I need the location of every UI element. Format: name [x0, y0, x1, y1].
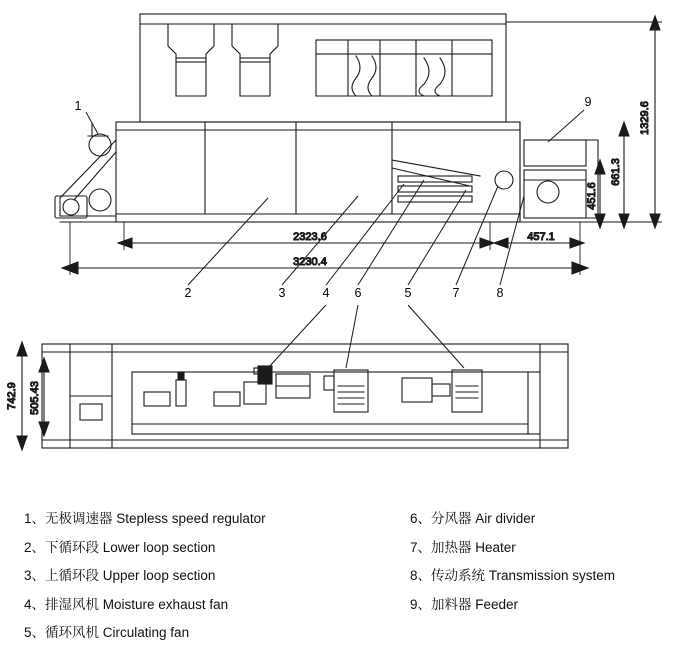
dim-overall-height-label: 1329.6 [639, 101, 651, 135]
top-housing-outline [140, 14, 506, 122]
legend-item-7-number: 7、 [410, 539, 432, 555]
legend-item-9-en: Feeder [475, 596, 519, 612]
plan-component-a [144, 392, 170, 406]
callout-label-4: 4 [322, 286, 330, 300]
feeder-roller [537, 181, 559, 203]
left-taper-outline [60, 140, 116, 216]
legend-item-9-zh: 加料器 [431, 596, 472, 612]
plan-component-d [244, 382, 266, 404]
dim-742-label: 742.9 [6, 382, 18, 410]
leader-2 [188, 198, 268, 285]
duct-flow-curve-4 [435, 58, 445, 96]
legend-item-5-en: Circulating fan [102, 625, 190, 640]
dim-505-arrow-top [39, 358, 49, 372]
leader-6 [358, 180, 424, 285]
callout-label-3: 3 [278, 286, 286, 300]
legend-item-8 [410, 562, 670, 591]
legend-item-3-en: Upper loop section [102, 568, 216, 583]
legend-item-8-number: 8、 [410, 568, 432, 583]
leader-4 [326, 184, 404, 285]
legend-item-7 [410, 534, 670, 563]
plan-fan-1 [324, 370, 368, 412]
dim-451-arrow-bottom [595, 214, 605, 228]
legend-item-7-zh: 加热器 [431, 539, 472, 555]
dim-661-label: 661.3 [610, 158, 622, 186]
left-taper-inner [74, 152, 116, 200]
legend-item-4 [24, 591, 354, 620]
legend-item-1-number: 1、 [24, 511, 46, 526]
plan-outer-frame [42, 344, 568, 448]
dim-457-arrow-left [494, 238, 508, 248]
legend-item-9 [410, 591, 670, 620]
legend-item-1-zh: 无极调速器 [45, 511, 113, 526]
plan-leader-5 [408, 305, 464, 368]
legend-item-2 [24, 534, 354, 563]
callout-label-8: 8 [496, 286, 504, 300]
plan-component-b [176, 380, 186, 406]
plan-component-b-cap [178, 372, 184, 380]
legend-item-6 [410, 505, 670, 534]
duct-header [316, 40, 492, 54]
legend [0, 505, 673, 647]
side-elevation-view [55, 14, 598, 222]
dim-661-arrow-bottom [619, 214, 629, 228]
callout-label-7: 7 [452, 286, 460, 300]
plan-fan-2 [402, 370, 482, 412]
legend-item-7-en: Heater [475, 539, 516, 555]
dim-2323-label: 2323.6 [293, 231, 327, 243]
stack-block-2 [232, 24, 278, 96]
plan-component-c [214, 392, 240, 406]
dim-2323-arrow-left [118, 238, 132, 248]
dim-505-label: 505.43 [29, 381, 41, 415]
duct-flow-curve-1 [352, 56, 360, 96]
legend-item-4-zh: 排湿风机 [45, 596, 100, 612]
leader-7 [456, 186, 498, 285]
legend-item-4-number: 4、 [24, 596, 46, 612]
dim-451-label: 451.6 [586, 182, 598, 210]
stack-block-2-band [240, 58, 270, 62]
dim-overall-height-arrow-bottom [650, 214, 660, 228]
legend-item-4-en: Moisture exhaust fan [102, 596, 229, 612]
side-view-dimensions [62, 16, 662, 275]
dim-overall-height-arrow-top [650, 16, 660, 30]
plan-view-leaders [268, 305, 464, 368]
callout-label-5: 5 [404, 286, 412, 300]
legend-item-1-en: Stepless speed regulator [116, 511, 266, 526]
legend-item-5-number: 5、 [24, 625, 46, 640]
dim-3230-label: 3230.4 [293, 256, 327, 268]
duct-flow-curve-3 [419, 58, 429, 96]
legend-item-1 [24, 505, 354, 534]
side-view-callout-labels [75, 95, 592, 300]
plan-left-detail-box [80, 404, 102, 420]
feeder-hopper [524, 140, 586, 166]
dim-2323-arrow-right [480, 238, 494, 248]
legend-item-8-zh: 传动系统 [431, 568, 486, 583]
drive-roller-upper [89, 134, 111, 156]
drive-roller-lower [89, 189, 111, 211]
plan-leader-4 [268, 305, 326, 368]
discharge-roller [63, 199, 79, 215]
plan-inner-channel [132, 372, 528, 434]
legend-item-5 [24, 619, 354, 648]
stack-block-1-band [176, 58, 206, 62]
dim-742-arrow-top [17, 342, 27, 356]
stack-block-1 [168, 24, 214, 96]
legend-item-2-zh: 下循环段 [45, 539, 100, 555]
legend-item-5-zh: 循环风机 [45, 625, 100, 640]
legend-item-6-zh: 分风器 [431, 511, 472, 526]
legend-item-3-zh: 上循环段 [45, 568, 100, 583]
dim-451-arrow-top [595, 160, 605, 174]
legend-item-8-en: Transmission system [488, 568, 616, 583]
legend-item-9-number: 9、 [410, 596, 432, 612]
callout-label-2: 2 [184, 286, 192, 300]
leader-5 [408, 190, 466, 285]
dim-457-arrow-right [570, 238, 584, 248]
duct-flow-curve-2 [368, 56, 376, 96]
legend-item-6-en: Air divider [475, 511, 536, 526]
legend-item-6-number: 6、 [410, 511, 432, 526]
legend-column-right [410, 505, 670, 619]
dim-505-arrow-bottom [39, 422, 49, 436]
callout-label-6: 6 [354, 286, 362, 300]
legend-item-2-number: 2、 [24, 539, 46, 555]
dim-742-arrow-bottom [17, 436, 27, 450]
leader-9 [548, 110, 584, 142]
plan-leader-6 [346, 305, 358, 368]
heater-feed-line-2 [392, 168, 470, 186]
feeder-body [524, 170, 586, 218]
legend-item-3 [24, 562, 354, 591]
side-view-callouts [86, 110, 584, 285]
legend-item-2-en: Lower loop section [102, 539, 216, 555]
legend-column-left [24, 505, 354, 648]
dim-661-arrow-top [619, 122, 629, 136]
heater-feed-line-1 [392, 160, 480, 176]
plan-view [42, 344, 568, 448]
callout-label-9: 9 [584, 95, 592, 109]
callout-label-1: 1 [74, 99, 82, 113]
legend-item-3-number: 3、 [24, 568, 46, 583]
dim-457-label: 457.1 [527, 231, 555, 243]
